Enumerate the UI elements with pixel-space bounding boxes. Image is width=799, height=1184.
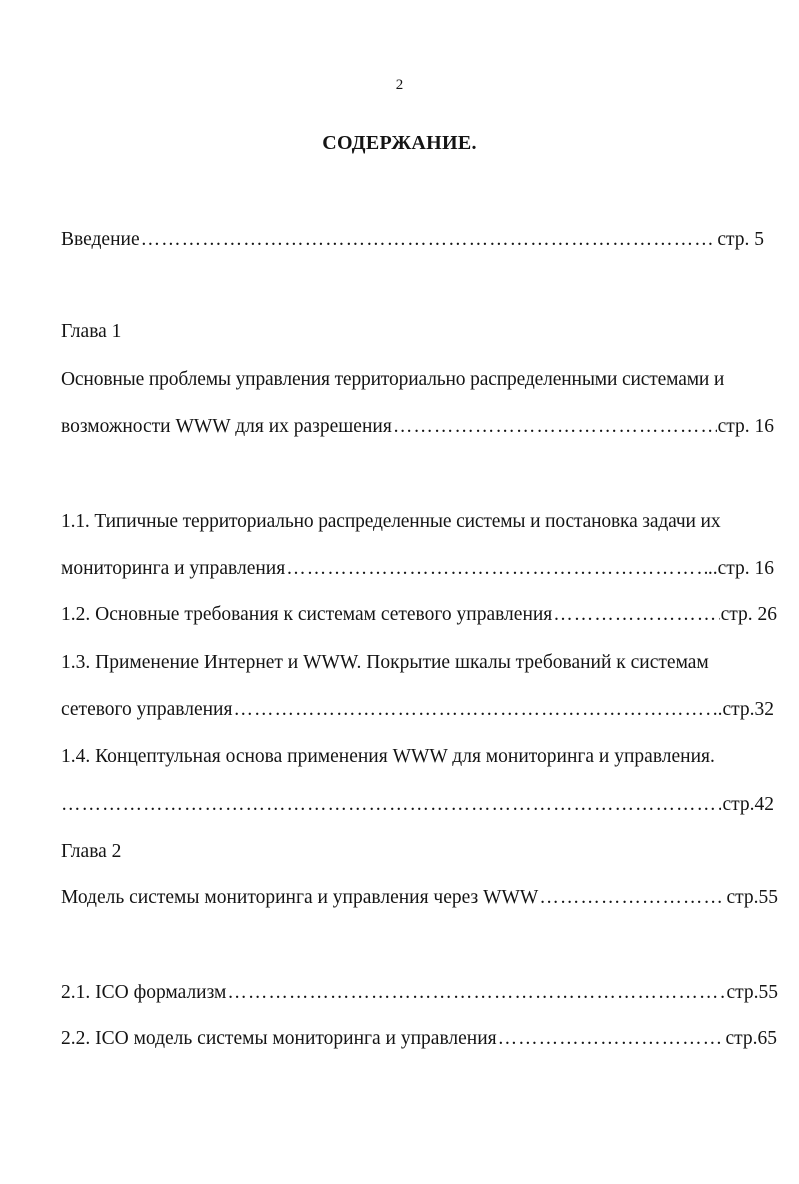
toc-entry-label: возможности WWW для их разрешения xyxy=(61,416,392,437)
chapter-2-heading: Глава 2 xyxy=(61,841,122,862)
dot-leader xyxy=(553,603,719,627)
dot-leader xyxy=(61,793,721,817)
chapter-1-heading: Глава 1 xyxy=(61,321,122,342)
section-1-4-line-2 xyxy=(61,793,774,817)
toc-entry-label: сетевого управления xyxy=(61,699,233,720)
document-title: СОДЕРЖАНИЕ. xyxy=(322,132,477,154)
toc-entry-page: ..стр. 16 xyxy=(707,558,774,579)
section-1-4-line-1: 1.4. Концептульная основа применения WWW для мониторинга и управления. xyxy=(61,746,715,767)
dot-leader xyxy=(539,886,725,910)
chapter-2-title xyxy=(61,886,778,910)
toc-entry-page: стр. 5 xyxy=(717,229,764,250)
toc-entry-page: стр.55 xyxy=(726,982,778,1003)
toc-entry-label: 2.1. ICO формализм xyxy=(61,982,227,1003)
toc-entry-introduction xyxy=(61,228,764,252)
section-2-1 xyxy=(61,981,778,1005)
toc-entry-page: стр.42 xyxy=(722,794,774,815)
dot-leader xyxy=(233,698,711,722)
toc-entry-page: ..стр.32 xyxy=(712,699,774,720)
section-1-3-line-1: 1.3. Применение Интернет и WWW. Покрытие шкалы требований к системам xyxy=(61,652,709,673)
toc-entry-page: стр.55 xyxy=(726,887,778,908)
toc-entry-page: стр. 16 xyxy=(717,416,774,437)
toc-entry-page: стр.65 xyxy=(725,1028,777,1049)
section-1-3-line-2 xyxy=(61,698,774,722)
section-2-2 xyxy=(61,1027,777,1051)
section-1-2 xyxy=(61,603,777,627)
dot-leader xyxy=(227,981,725,1005)
dot-leader xyxy=(393,415,717,439)
toc-entry-label: мониторинга и управления xyxy=(61,558,286,579)
toc-entry-label: Введение xyxy=(61,229,140,250)
section-1-1-line-2 xyxy=(61,557,774,581)
dot-leader xyxy=(286,557,707,581)
chapter-1-title-line-1: Основные проблемы управления территориально распределенными системами и xyxy=(61,369,725,390)
dot-leader xyxy=(141,228,717,252)
section-1-1-line-1: 1.1. Типичные территориально распределенные системы и постановка задачи их xyxy=(61,511,721,532)
toc-entry-label: Модель системы мониторинга и управления через WWW xyxy=(61,887,539,908)
toc-entry-page: стр. 26 xyxy=(720,604,777,625)
page-number: 2 xyxy=(395,77,404,93)
toc-entry-label: 1.2. Основные требования к системам сетевого управления xyxy=(61,604,553,625)
toc-entry-label: 2.2. ICO модель системы мониторинга и управления xyxy=(61,1028,497,1049)
chapter-1-title-line-2 xyxy=(61,415,774,439)
dot-leader xyxy=(498,1027,725,1051)
